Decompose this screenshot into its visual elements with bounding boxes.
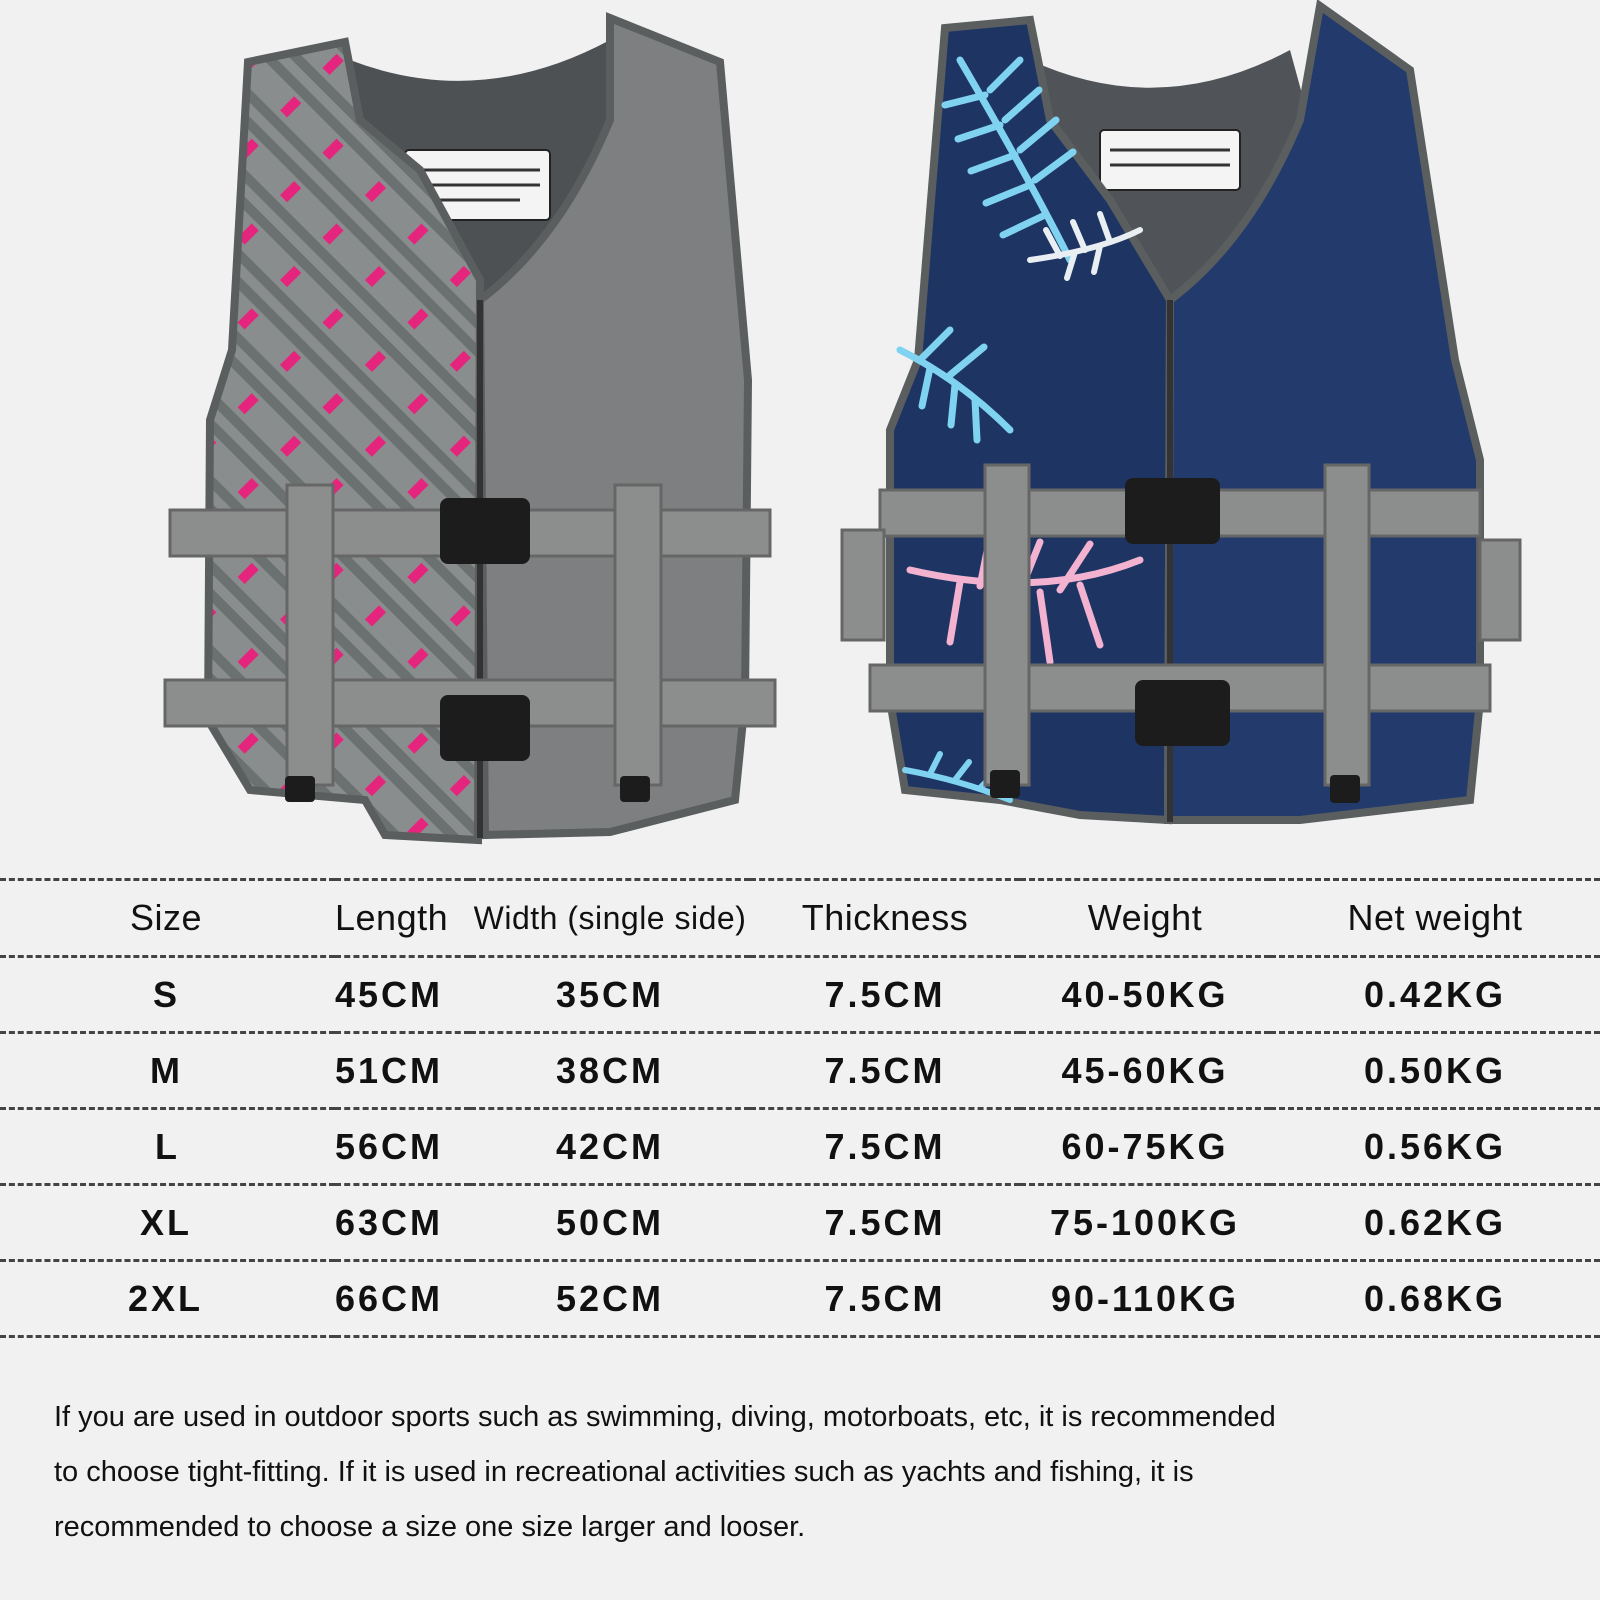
cell-thickness: 7.5CM xyxy=(750,1261,1020,1337)
cell-net-weight: 0.62KG xyxy=(1270,1185,1600,1261)
table-header-row xyxy=(0,880,1600,957)
cell-weight: 45-60KG xyxy=(1020,1033,1270,1109)
cell-length: 56CM xyxy=(335,1109,470,1185)
cell-size: M xyxy=(0,1033,335,1109)
note-line: If you are used in outdoor sports such as swimming, diving, motorboats, etc, it is recommended xyxy=(54,1401,1276,1433)
table-row xyxy=(0,1109,1600,1185)
cell-thickness: 7.5CM xyxy=(750,1033,1020,1109)
cell-weight: 90-110KG xyxy=(1020,1261,1270,1337)
cell-weight: 40-50KG xyxy=(1020,957,1270,1033)
cell-width: 42CM xyxy=(470,1109,750,1185)
header-weight: Weight xyxy=(1020,880,1270,957)
cell-size: S xyxy=(0,957,335,1033)
cell-weight: 75-100KG xyxy=(1020,1185,1270,1261)
cell-width: 35CM xyxy=(470,957,750,1033)
note-line: to choose tight-fitting. If it is used in recreational activities such as yachts and fishing, it is xyxy=(54,1456,1194,1488)
table-row xyxy=(0,1261,1600,1337)
note-line: recommended to choose a size one size larger and looser. xyxy=(54,1511,806,1543)
cell-net-weight: 0.42KG xyxy=(1270,957,1600,1033)
table-row xyxy=(0,1185,1600,1261)
header-thickness: Thickness xyxy=(750,880,1020,957)
header-net-weight: Net weight xyxy=(1270,880,1600,957)
cell-size: 2XL xyxy=(0,1261,335,1337)
cell-length: 63CM xyxy=(335,1185,470,1261)
table-row xyxy=(0,957,1600,1033)
cell-width: 50CM xyxy=(470,1185,750,1261)
table-row xyxy=(0,1033,1600,1109)
cell-length: 51CM xyxy=(335,1033,470,1109)
sizing-recommendation-note xyxy=(54,1390,1554,1555)
cell-net-weight: 0.50KG xyxy=(1270,1033,1600,1109)
header-length: Length xyxy=(335,880,470,957)
gray-pink-vest xyxy=(165,18,775,840)
cell-width: 52CM xyxy=(470,1261,750,1337)
cell-size: L xyxy=(0,1109,335,1185)
cell-size: XL xyxy=(0,1185,335,1261)
navy-palm-vest xyxy=(842,6,1520,822)
cell-net-weight: 0.68KG xyxy=(1270,1261,1600,1337)
header-width: Width (single side) xyxy=(470,880,750,957)
cell-thickness: 7.5CM xyxy=(750,957,1020,1033)
cell-thickness: 7.5CM xyxy=(750,1109,1020,1185)
cell-width: 38CM xyxy=(470,1033,750,1109)
header-size: Size xyxy=(0,880,335,957)
cell-length: 45CM xyxy=(335,957,470,1033)
cell-length: 66CM xyxy=(335,1261,470,1337)
size-chart-table xyxy=(0,878,1600,1338)
cell-thickness: 7.5CM xyxy=(750,1185,1020,1261)
cell-weight: 60-75KG xyxy=(1020,1109,1270,1185)
cell-net-weight: 0.56KG xyxy=(1270,1109,1600,1185)
